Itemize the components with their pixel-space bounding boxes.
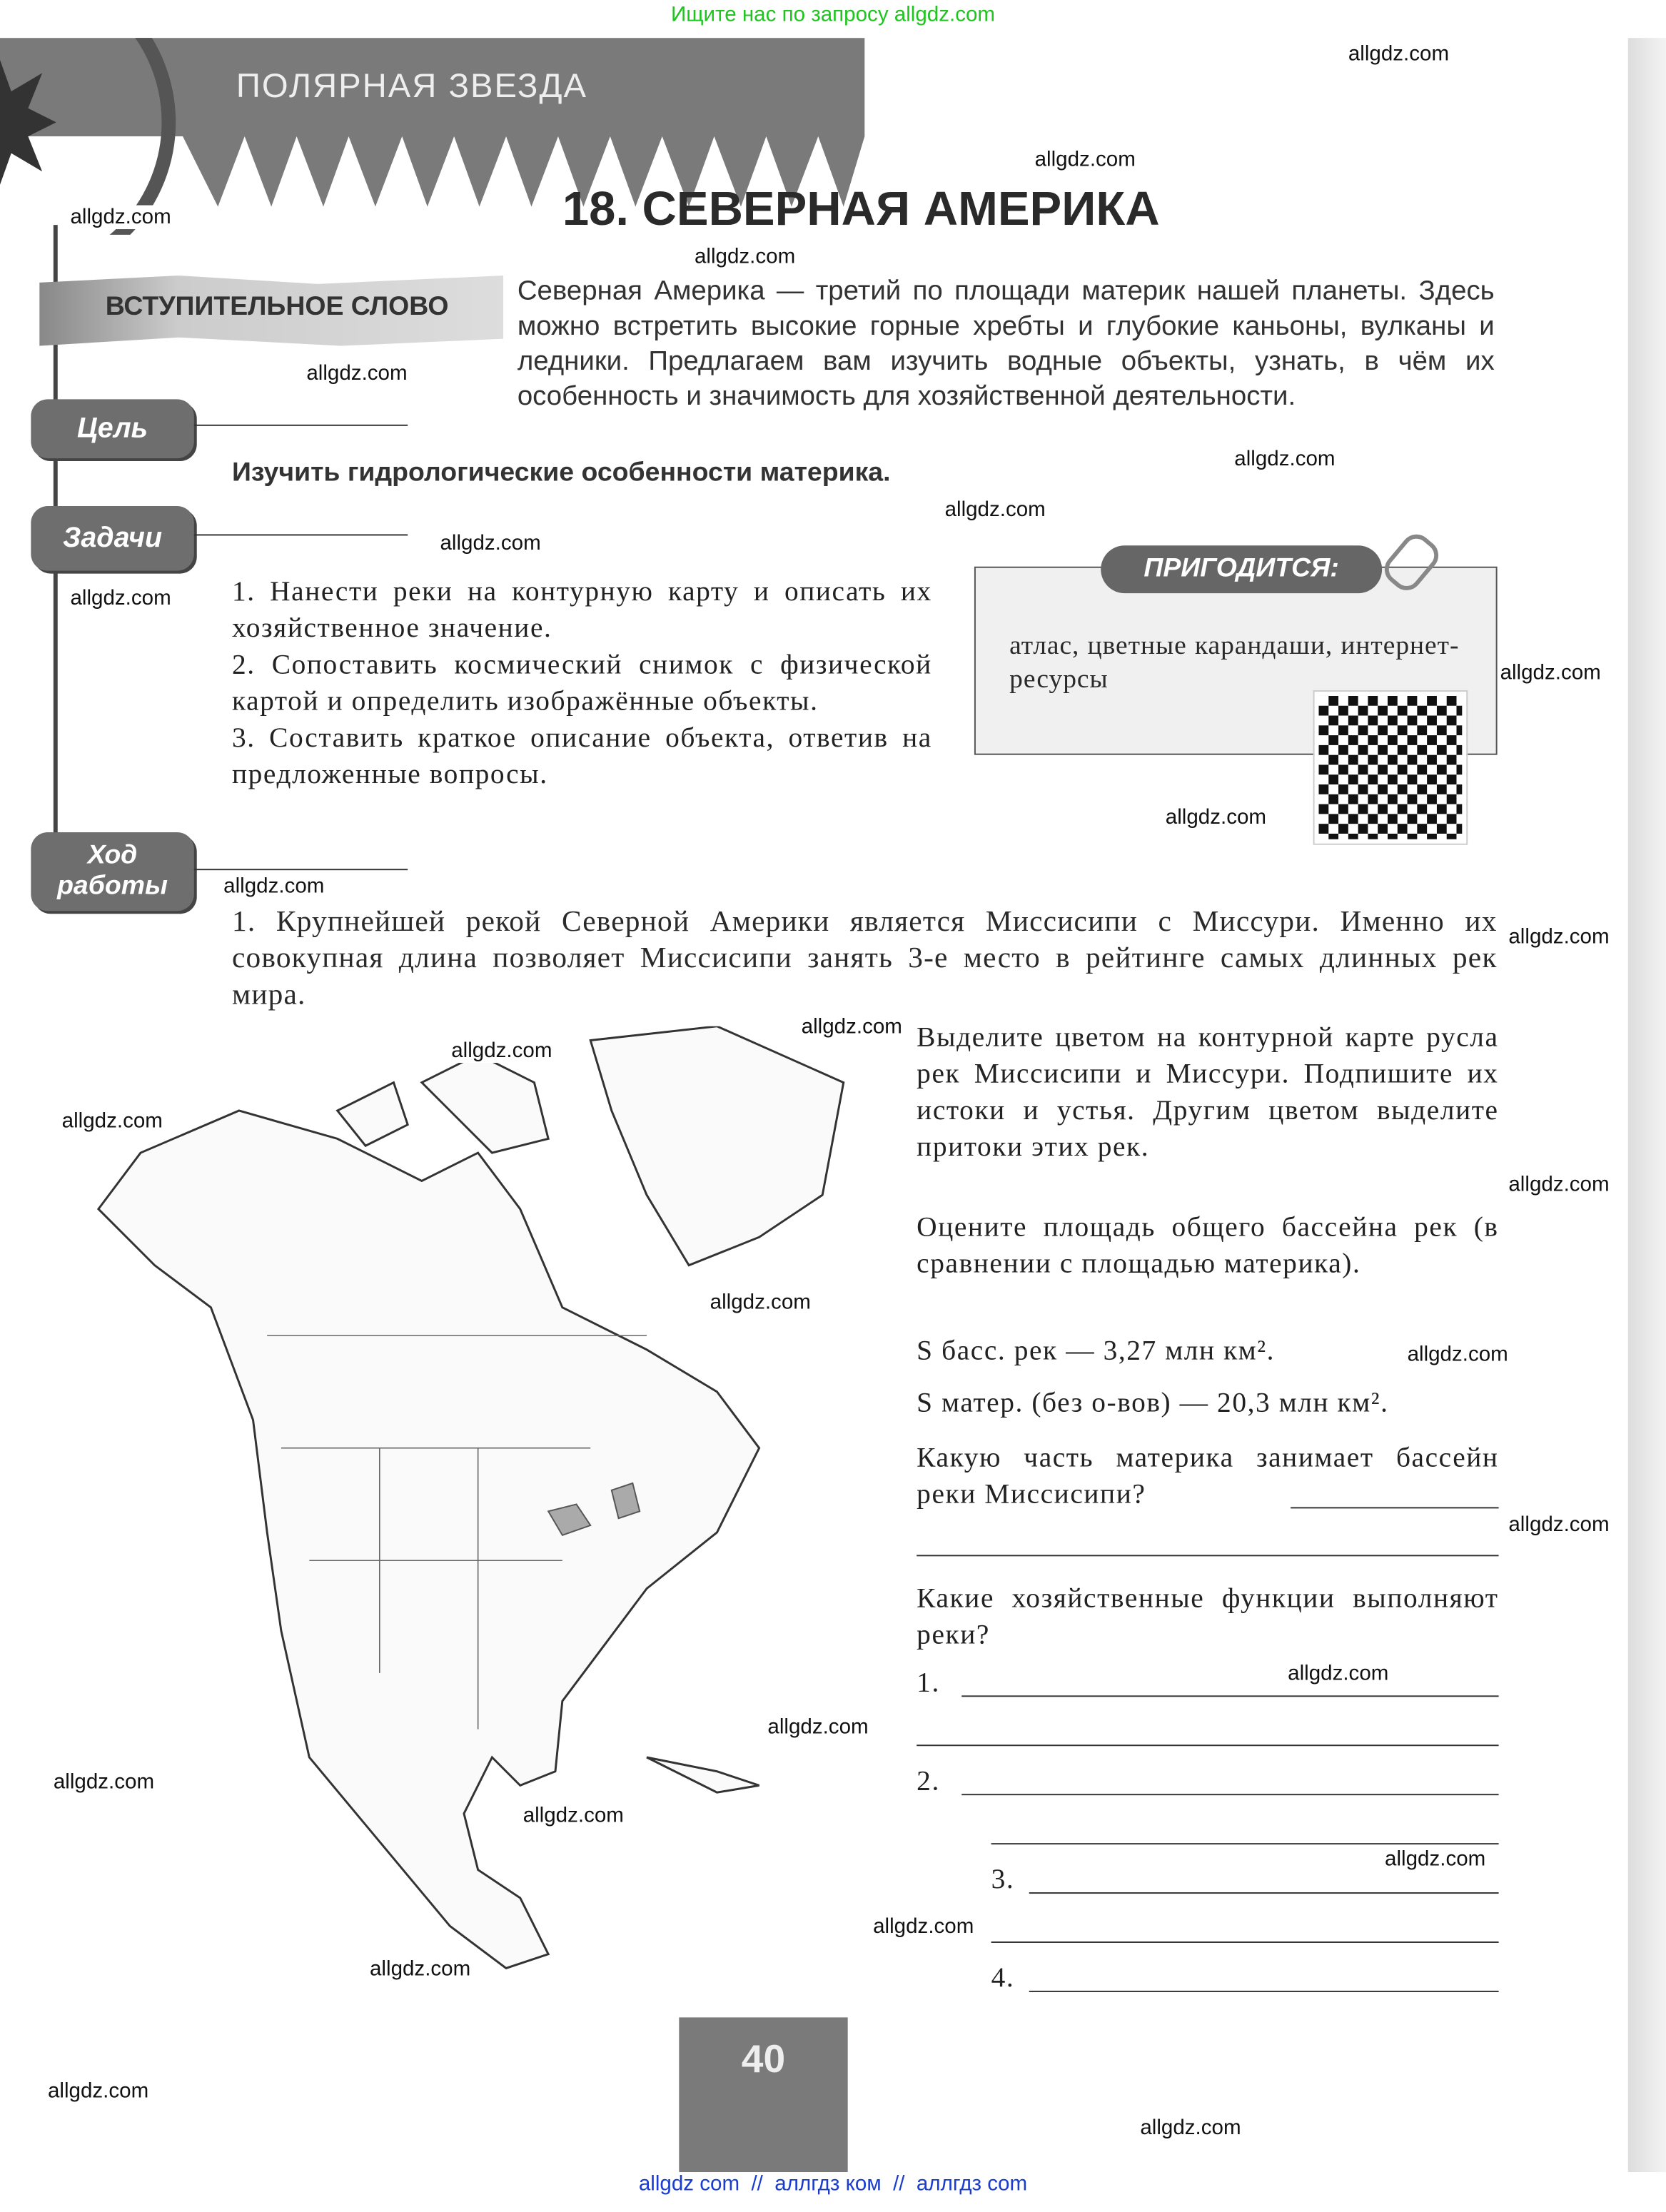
tasks-label: Задачи (31, 506, 193, 571)
watermark: allgdz.com (223, 874, 325, 899)
watermark: allgdz.com (522, 1803, 624, 1828)
watermark: allgdz.com (1288, 1662, 1389, 1686)
watermark: allgdz.com (47, 2079, 149, 2104)
answer-number: 4. (991, 1962, 1015, 1994)
greenland (590, 1026, 844, 1266)
answer-number: 1. (917, 1667, 940, 1699)
search-banner: Ищите нас по запросу allgdz.com (670, 2, 996, 27)
mainland (99, 1111, 759, 1968)
answer-line[interactable] (991, 1843, 1499, 1844)
watermark: allgdz.com (944, 498, 1046, 522)
answer-line[interactable] (1029, 1892, 1499, 1894)
task-item: 2. Сопоставить космический снимок с физической картой и определить изображённые объекты. (231, 649, 932, 717)
instruction-rivers: Выделите цветом на контурной карте русла рек Миссисипи и Миссури. Подпишите их истоки и устья. Другим цветом выделите притоки этих рек. (917, 1021, 1499, 1163)
question-functions: Какие хозяйственные функции выполняют реки? (917, 1582, 1499, 1651)
series-title: ПОЛЯРНАЯ ЗВЕЗДА (236, 67, 587, 106)
task-item: 1. Нанести реки на контурную карту и описать их хозяйственное значение. (231, 576, 932, 645)
north-america-contour-map[interactable] (56, 1026, 914, 1982)
watermark: allgdz.com (710, 1291, 811, 1315)
divider (194, 425, 408, 426)
watermark: allgdz.com (801, 1015, 902, 1039)
task-item: 3. Составить краткое описание объекта, ответив на предложенные вопросы. (231, 722, 932, 790)
footer-links[interactable]: allgdz com // аллгдз ком // аллгдз com (638, 2172, 1028, 2196)
tasks-list (232, 574, 932, 793)
watermark: allgdz.com (1034, 147, 1136, 172)
page-number: 40 (679, 2017, 847, 2172)
goal-text: Изучить гидрологические особенности материка. (231, 458, 891, 488)
watermark: allgdz.com (1508, 1172, 1610, 1197)
watermark: allgdz.com (767, 1714, 869, 1739)
watermark: allgdz.com (1508, 924, 1610, 949)
watermark: allgdz.com (1500, 660, 1601, 685)
instruction-area: Оцените площадь общего бассейна рек (в сравнении с площадью материка). (917, 1211, 1499, 1280)
watermark: allgdz.com (370, 1956, 471, 1981)
watermark: allgdz.com (306, 361, 408, 385)
goal-label: Цель (31, 399, 193, 458)
work-label: Ход работы (31, 832, 193, 911)
watermark: allgdz.com (70, 205, 171, 230)
watermark: allgdz.com (1407, 1342, 1508, 1367)
useful-label: ПРИГОДИТСЯ: (1101, 545, 1382, 593)
question-share: Какую часть материка занимает бассейн реки Миссисипи? (917, 1442, 1499, 1510)
watermark: allgdz.com (1234, 447, 1336, 471)
watermark: allgdz.com (873, 1914, 974, 1939)
watermark: allgdz.com (694, 244, 796, 269)
answer-line[interactable] (961, 1695, 1498, 1697)
useful-text: атлас, цветные карандаши, интернет-ресурсы (1009, 631, 1460, 695)
page-edge (1628, 38, 1666, 2172)
watermark: allgdz.com (1348, 42, 1450, 66)
watermark: allgdz.com (1385, 1847, 1486, 1872)
answer-line[interactable] (917, 1555, 1498, 1556)
intro-text: Северная Америка — третий по площади материк нашей планеты. Здесь можно встретить высокие горные хребты и глубокие каньоны, вулканы и ледники. Предлагаем вам изучить водные объекты, узнать, в чём их особенность и значимость для хозяйственной деятельности. (517, 276, 1495, 413)
watermark: allgdz.com (53, 1769, 155, 1794)
divider (194, 534, 408, 535)
answer-number: 2. (917, 1765, 940, 1797)
answer-number: 3. (991, 1864, 1015, 1896)
work-paragraph: 1. Крупнейшей рекой Северной Америки является Миссисипи с Миссури. Именно их совокупная длина позволяет Миссисипи занять 3-е место в рейтинге самых длинных рек мира. (231, 904, 1498, 1011)
divider (194, 869, 408, 870)
page-title: 18. СЕВЕРНАЯ АМЕРИКА (562, 183, 1160, 236)
intro-label: ВСТУПИТЕЛЬНОЕ СЛОВО (105, 292, 449, 323)
mainland-area: S матер. (без о-вов) — 20,3 млн км². (917, 1387, 1389, 1419)
answer-line[interactable] (917, 1744, 1498, 1746)
watermark: allgdz.com (70, 586, 171, 610)
answer-line[interactable] (1029, 1991, 1499, 1992)
answer-line[interactable] (991, 1941, 1499, 1943)
answer-line[interactable] (1291, 1507, 1499, 1508)
answer-line[interactable] (961, 1794, 1498, 1795)
basin-area: S басс. рек — 3,27 млн км². (917, 1335, 1276, 1367)
cuba (647, 1757, 759, 1792)
watermark: allgdz.com (61, 1109, 163, 1133)
arctic-islands (338, 1054, 548, 1153)
qr-code[interactable] (1315, 692, 1467, 844)
watermark: allgdz.com (451, 1039, 552, 1064)
watermark: allgdz.com (1140, 2116, 1241, 2140)
watermark: allgdz.com (1165, 805, 1267, 830)
watermark: allgdz.com (1508, 1512, 1610, 1537)
watermark: allgdz.com (440, 531, 541, 555)
